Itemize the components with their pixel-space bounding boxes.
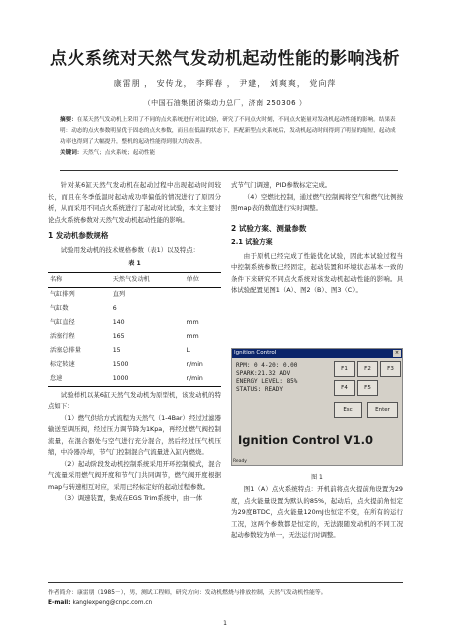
f2-button: F2 <box>357 361 378 377</box>
email-label: E-mail: <box>48 600 71 606</box>
table-header: 天然气发动机 <box>112 275 150 283</box>
table-header: 单位 <box>186 275 199 283</box>
abstract-label: 摘要： <box>60 117 77 123</box>
continued-text: 式节气门调速，PID参数标定完成。 <box>231 181 332 189</box>
table-row <box>48 330 221 344</box>
feature-item-4: （4）空燃比控制，通过燃气控制阀将空气和燃气比例按照map表的数值进行实时调整。 <box>231 192 403 212</box>
table-cell: L <box>186 346 190 354</box>
esc-button: Esc <box>334 402 362 418</box>
table-cell: 165 <box>112 332 125 340</box>
email-line <box>48 598 408 608</box>
abstract-body <box>60 115 398 148</box>
spark-readout: SPARK:21.32 ADV <box>236 370 291 377</box>
close-icon: × <box>394 350 400 356</box>
abstract-divider <box>60 170 398 171</box>
table-cell: 气缸直径 <box>50 318 75 326</box>
section-2-heading: 2 试验方案、测量参数 <box>231 223 307 233</box>
table-cell: r/min <box>186 360 203 368</box>
table-caption: 表 1 <box>128 260 141 267</box>
footnote-divider <box>48 582 403 583</box>
page-number: 1 <box>223 620 227 627</box>
table-cell <box>185 302 221 316</box>
section-2-1-text: 由于原机已经完成了性能优化试验，因此本试验过程当中控制系统参数已经固定，起动装置和环境状态基本一致的条件下来研究不同点火系统对该发动机起动性能的影响。具体试验配置见图1（A）、图2（B）、图3（C）。 <box>231 251 403 294</box>
feature-item-2: （2）起动阶段发动机控制系统采用开环控制模式，混合气流量采用燃气阀开度和节气门共同调节，燃气阀开度根据map与转速相互对应，采用已经标定好的起动过程参数。 <box>48 459 221 491</box>
table-row <box>48 358 221 372</box>
f1-button: F1 <box>334 361 355 377</box>
author-bio: 作者简介：康雷朋（1985－），男，测试工程师，研究方向：发动机燃烧与排放控制，天然气发动机性能等。 <box>48 590 327 596</box>
table-row <box>48 302 221 316</box>
keywords-text: 天然气；点火系统；起动性能 <box>82 150 156 156</box>
figure-1-text: 图1（A）点火系统特点：开机前将点火提前角设置为29度，点火能量设置为默认的85%，起动后，点火提前角恒定为29度BTDC，点火能量120mJ也恒定不变，在所有的运行工况，这两个参数都是恒定的，无法跟随发动机的不同工况起动参数较为单一，无法运行时调整。 <box>231 485 403 539</box>
f4-button: F4 <box>334 380 355 396</box>
author-footnote <box>48 588 408 608</box>
table-cell: mm <box>186 332 199 340</box>
figure-caption: 图 1 <box>311 474 323 481</box>
table-row <box>48 344 221 358</box>
email-address: kanglexpeng@cnpc.com.cn <box>72 600 153 606</box>
table-header-row <box>48 272 221 287</box>
table-cell: 1000 <box>112 374 129 382</box>
ignition-control-figure <box>231 348 403 466</box>
table-cell: r/min <box>186 374 203 382</box>
status-bar: Ready <box>233 459 247 464</box>
spec-table <box>48 272 221 387</box>
section-1-heading: 1 发动机参数规格 <box>48 231 109 240</box>
table-cell: 活塞总排量 <box>50 346 81 354</box>
enter-button: Enter <box>367 402 398 418</box>
table-row <box>48 372 221 387</box>
ignition-control-logo: Ignition Control V1.0 <box>238 433 373 447</box>
left-column <box>48 180 221 505</box>
section-2-1-heading: 2.1 试验方案 <box>231 238 273 246</box>
window-titlebar <box>232 349 402 358</box>
table-cell <box>185 287 221 302</box>
right-column <box>231 180 403 297</box>
f5-button: F5 <box>357 380 378 396</box>
table-cell: 直列 <box>112 290 126 298</box>
f3-button: F3 <box>380 361 401 377</box>
table-row <box>48 287 221 302</box>
feature-item-1: （1）燃气供给方式流程为天然气（1-4Bar）经过过滤器输送至调压阀，经过压力调节降为1Kpa，再经过燃气阀控制流量，在混合器处与空气进行充分混合，然后经过压气机压缩，中冷器冷却，节气门控制混合气流量进入缸内燃烧。 <box>48 413 221 456</box>
figure-description <box>231 484 403 542</box>
feature-item-3: （3）调速装置，集成在EGS Trim系统中，由一体 <box>60 494 203 502</box>
paper-title: 点火系统对天然气发动机起动性能的影响浅析 <box>50 49 400 69</box>
table-cell: 15 <box>112 346 121 354</box>
status-readout: STATUS: READY <box>236 386 283 393</box>
table-cell: 1500 <box>112 360 129 368</box>
table-cell: 标定转速 <box>50 360 75 368</box>
abstract <box>60 115 398 159</box>
keywords-label: 关键词： <box>60 150 83 156</box>
table-cell: 6 <box>112 304 117 312</box>
intro-paragraph: 针对某6缸天然气发动机在起动过程中出现起动时间较长，而且在冬季低温时起动成功率偏低的情况进行了原因分析，从而采用不同点火系统进行了起动对比试验，本文主要讨论点火系统参数对天然气发动机起动性能的影响。 <box>48 181 221 224</box>
table-cell: 怠速 <box>50 374 63 382</box>
author-list: 康雷朋 ， 安传龙， 李辉春 ， 尹建， 刘爽爽， 党向萍 <box>113 79 337 88</box>
window-title: Ignition Control <box>234 350 277 356</box>
table-cell: 气缸排列 <box>50 290 75 298</box>
energy-readout: ENERGY LEVEL: 85% <box>236 378 298 385</box>
keywords <box>60 148 398 159</box>
table-cell: 140 <box>112 318 125 326</box>
table-cell: 气缸数 <box>50 304 69 312</box>
table-header: 名称 <box>50 275 63 283</box>
section-1-text: 试验用发动机的技术规格参数（表1）以及特点： <box>60 245 200 254</box>
affiliation: （中国石油集团济柴动力总厂，济南 250306 ） <box>143 99 307 107</box>
table-cell: mm <box>186 318 199 326</box>
abstract-text: 在某天然气发动机上采用了不同的点火系统进行对比试验，研究了不同点火时刻，不同点火能量对发动机起动性能的影响。结果表明：动态的点火参数明显优于固态的点火参数，而且在低温的状态下，匹配新型点火系统后，发动机起动时间得到了明显的缩短，起动成功率也得到了大幅提升，整机的起动性能得到很大的改善。 <box>60 117 396 145</box>
readout-panel <box>236 362 297 394</box>
table-cell: 活塞行程 <box>50 332 75 340</box>
engine-intro-paragraph: 试验样机以某6缸天然气发动机为原型机，该发动机的特点如下： <box>48 390 221 410</box>
rpm-readout: RPM: 0 4-20: 0.00 <box>236 362 298 369</box>
table-row <box>48 316 221 330</box>
